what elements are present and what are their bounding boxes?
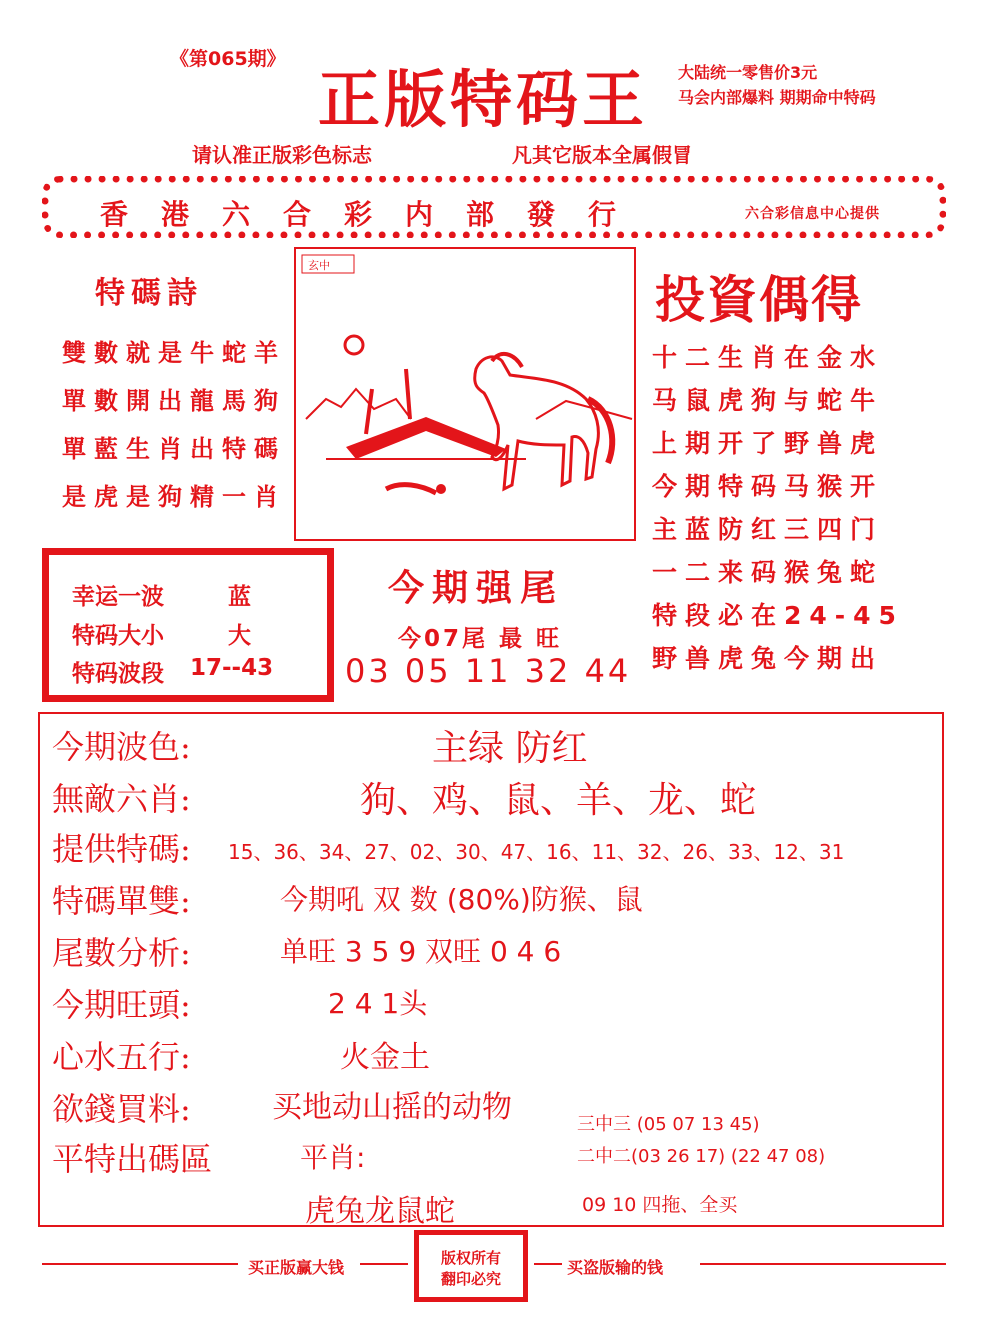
oddeven-value: 今期吼 双 数 (80%)防猴、鼠: [280, 883, 643, 916]
lucky-row-value: 蓝: [228, 584, 251, 610]
two-hit: 二中二(03 26 17) (22 47 08): [577, 1146, 826, 1167]
footer-divider: [700, 1263, 946, 1265]
wuxing-value: 火金土: [340, 1040, 430, 1075]
invest-line: 野兽虎兔今期出: [652, 644, 884, 673]
footer-divider: [360, 1263, 408, 1265]
footer-left-text: 买正版赢大钱: [248, 1258, 345, 1277]
counterfeit-notice: 凡其它版本全属假冒: [512, 143, 692, 167]
flat-sub-label: 平肖:: [300, 1141, 366, 1174]
invest-line: 主蓝防红三四门: [652, 515, 884, 544]
seal-text: 玄中: [308, 259, 330, 272]
authentic-notice: 请认准正版彩色标志: [192, 143, 372, 167]
lucky-row-value: 17--43: [190, 655, 274, 681]
flat-label: 平特出碼區: [52, 1140, 213, 1178]
poem-line: 單藍生肖出特碼: [62, 434, 286, 463]
buy-label: 欲錢買料:: [52, 1090, 191, 1128]
special-value: 15、36、34、27、02、30、47、16、11、32、26、33、12、31: [228, 840, 845, 864]
invest-line: 马鼠虎狗与蛇牛: [652, 386, 884, 415]
oddeven-label: 特碼單雙:: [52, 882, 191, 920]
wave-label: 今期波色:: [52, 728, 191, 766]
wave-value: 主绿 防红: [432, 728, 588, 769]
footer-right-text: 买盗版输的钱: [567, 1258, 664, 1277]
horse-icon: [475, 357, 599, 489]
roof: [346, 417, 506, 459]
buy-value: 买地动山摇的动物: [272, 1090, 512, 1125]
tail-label: 尾數分析:: [52, 934, 191, 972]
page-title: 正版特码王: [318, 63, 649, 136]
invest-title: 投資偶得: [655, 270, 863, 329]
invest-line: 一二来码猴兔蛇: [652, 558, 884, 587]
ground-stone: [436, 484, 446, 494]
horse-drawing: [296, 249, 634, 539]
poem-title: 特碼詩: [95, 276, 203, 311]
price-line: 大陆统一零售价3元: [678, 63, 818, 82]
footer-divider: [534, 1263, 562, 1265]
lucky-row-label: 幸运一波: [72, 584, 164, 610]
invest-line: 特段必在24-45: [652, 601, 904, 630]
sun-icon: [345, 336, 363, 354]
poem-line: 是虎是狗精一肖: [62, 482, 286, 511]
mountain-right: [536, 401, 632, 419]
horse-illustration: [294, 247, 636, 541]
head-label: 今期旺頭:: [52, 986, 191, 1024]
footer-divider: [42, 1263, 238, 1265]
issue-number: 《第065期》: [170, 48, 286, 70]
copyright-line: 版权所有: [440, 1249, 501, 1267]
lucky-row-label: 特码大小: [72, 623, 164, 649]
mountain-left: [306, 389, 411, 419]
zodiac-label: 無敵六肖:: [52, 780, 191, 818]
banner-text: 香港六合彩内部發行: [100, 198, 650, 231]
strong-tail-title: 今期强尾: [388, 568, 565, 609]
poem-line: 雙數就是牛蛇羊: [62, 338, 286, 367]
copyright-box: [414, 1230, 528, 1302]
strong-tail-subtitle: 今07尾 最 旺: [398, 626, 563, 652]
zodiac-value: 狗、鸡、鼠、羊、龙、蛇: [360, 780, 757, 821]
poem-line: 單數開出龍馬狗: [62, 386, 286, 415]
head-value: 2 4 1头: [328, 987, 428, 1020]
drag-line: 09 10 四拖、全买: [582, 1194, 738, 1216]
horse-mane: [492, 354, 522, 367]
banner-source: 六合彩信息中心提供: [745, 206, 880, 222]
flat-value: 虎兔龙鼠蛇: [305, 1194, 455, 1229]
invest-line: 上期开了野兽虎: [652, 429, 884, 458]
pole: [366, 389, 372, 434]
three-hit: 三中三 (05 07 13 45): [577, 1114, 760, 1135]
strong-tail-numbers: 03 05 11 32 44: [345, 652, 632, 690]
lucky-row-label: 特码波段: [72, 661, 164, 687]
tagline: 马会内部爆料 期期命中特码: [678, 88, 876, 107]
invest-line: 十二生肖在金水: [652, 343, 884, 372]
tail-value: 单旺 3 5 9 双旺 0 4 6: [280, 935, 562, 968]
ground-stone: [386, 485, 436, 493]
copyright-line: 翻印必究: [440, 1270, 501, 1288]
invest-line: 今期特码马猴开: [652, 472, 884, 501]
wuxing-label: 心水五行:: [52, 1038, 191, 1076]
lucky-row-value: 大: [228, 623, 251, 649]
special-label: 提供特碼:: [52, 830, 191, 868]
